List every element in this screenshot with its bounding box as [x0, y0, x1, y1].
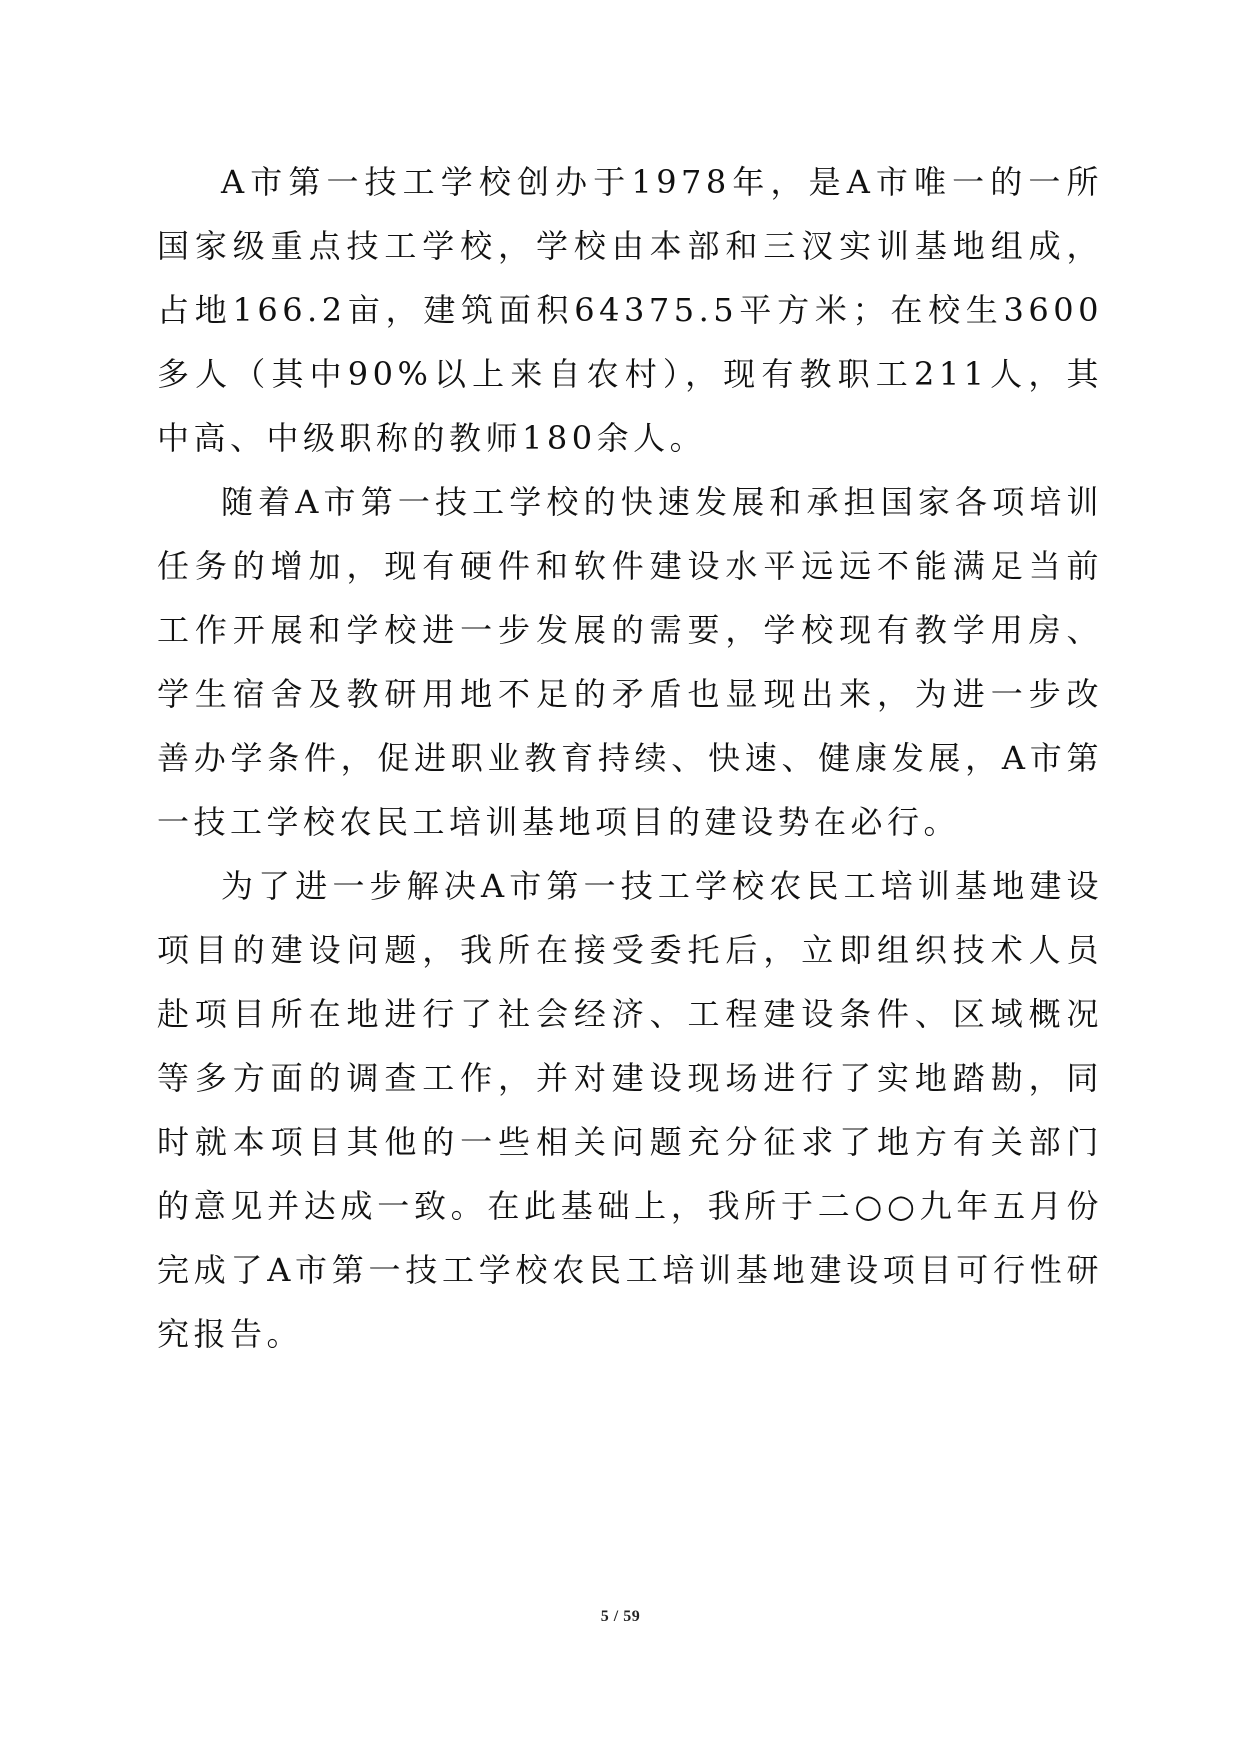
- paragraph-project-necessity: 随着A市第一技工学校的快速发展和承担国家各项培训任务的增加，现有硬件和软件建设水平远远不能满足当前工作开展和学校进一步发展的需要，学校现有教学用房、学生宿舍及教研用地不足的矛盾也显现出来，为进一步改善办学条件，促进职业教育持续、快速、健康发展，A市第一技工学校农民工培训基地项目的建设势在必行。: [157, 483, 1103, 841]
- paragraph-study-process: 为了进一步解决A市第一技工学校农民工培训基地建设项目的建设问题，我所在接受委托后，立即组织技术人员赴项目所在地进行了社会经济、工程建设条件、区域概况等多方面的调查工作，并对建设现场进行了实地踏勘，同时就本项目其他的一些相关问题充分征求了地方有关部门的意见并达成一致。在此基础上，我所于二○○九年五月份完成了A市第一技工学校农民工培训基地建设项目可行性研究报告。: [157, 867, 1103, 1353]
- paragraph-school-introduction: A市第一技工学校创办于1978年，是A市唯一的一所国家级重点技工学校，学校由本部和三汊实训基地组成，占地166.2亩，建筑面积64375.5平方米；在校生3600多人（其中90%以上来自农村），现有教职工211人，其中高、中级职称的教师180余人。: [157, 163, 1103, 457]
- document-page: [157, 150, 1103, 1366]
- page-number: 5 / 59: [600, 1608, 641, 1625]
